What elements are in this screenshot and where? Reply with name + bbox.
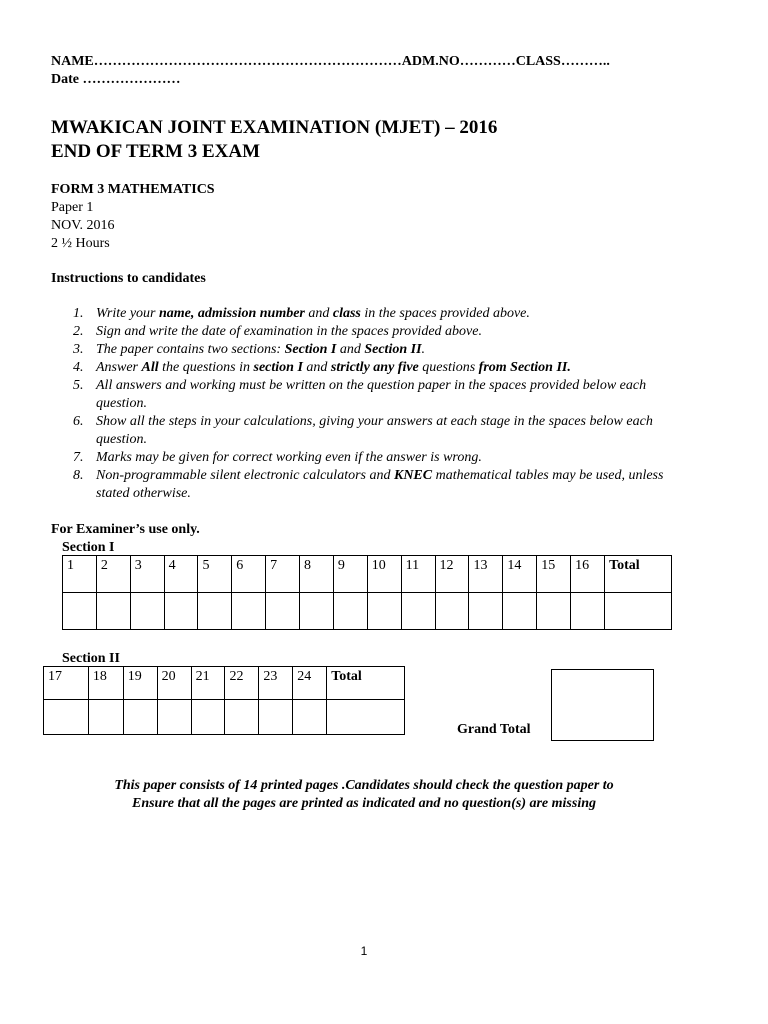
instruction-text: The paper contains two sections: Section I and Section II. [96, 342, 426, 357]
instruction-item [51, 341, 691, 359]
marks-header-cell: 4 [164, 556, 198, 593]
footer-line-1: This paper consists of 14 printed pages .Candidates should check the question paper to [114, 778, 614, 793]
marks-header-cell: 19 [123, 667, 157, 700]
marks-entry-cell [469, 593, 503, 630]
marks-entry-cell [44, 700, 89, 735]
marks-header-cell: 12 [435, 556, 469, 593]
marks-entry-cell [401, 593, 435, 630]
instruction-number: 2. [73, 324, 84, 339]
marks-header-cell: 14 [503, 556, 537, 593]
footer-line-2: Ensure that all the pages are printed as indicated and no question(s) are missing [131, 796, 596, 811]
marks-header-cell: 13 [469, 556, 503, 593]
marks-header-cell: 15 [537, 556, 571, 593]
paper-number: Paper 1 [51, 200, 94, 215]
instruction-text: All answers and working must be written on the question paper in the spaces provided below each question. [96, 378, 647, 411]
marks-entry-cell [157, 700, 191, 735]
instructions-heading: Instructions to candidates [51, 271, 206, 286]
page-number: 1 [360, 944, 368, 958]
marks-entry-cell [266, 593, 300, 630]
marks-entry-cell [435, 593, 469, 630]
instruction-number: 7. [73, 450, 84, 465]
marks-entry-cell [571, 593, 605, 630]
instruction-text: Marks may be given for correct working even if the answer is wrong. [96, 450, 482, 465]
section2-label: Section II [62, 651, 120, 666]
marks-header-cell: 5 [198, 556, 232, 593]
instruction-item [51, 413, 691, 449]
marks-entry-cell [123, 700, 157, 735]
marks-entry-cell [191, 700, 225, 735]
instruction-number: 3. [73, 342, 84, 357]
section1-marks-table [62, 555, 672, 630]
examiner-heading: For Examiner’s use only. [51, 522, 200, 537]
marks-header-cell: 23 [259, 667, 293, 700]
marks-entry-cell [367, 593, 401, 630]
exam-subtitle: END OF TERM 3 EXAM [51, 141, 260, 162]
name-adm-class-line: NAME…………………………………………………………ADM.NO…………CLASS……….. [51, 54, 610, 69]
exam-title: MWAKICAN JOINT EXAMINATION (MJET) – 2016 [51, 117, 498, 138]
marks-header-cell: 21 [191, 667, 225, 700]
marks-header-cell: Total [327, 667, 405, 700]
marks-header-cell: 2 [96, 556, 130, 593]
marks-header-cell: 24 [293, 667, 327, 700]
marks-entry-cell [88, 700, 123, 735]
instruction-number: 4. [73, 360, 84, 375]
instruction-number: 8. [73, 468, 84, 483]
marks-entry-cell [503, 593, 537, 630]
instruction-text: Write your name, admission number and class in the spaces provided above. [96, 306, 530, 321]
marks-entry-cell [259, 700, 293, 735]
marks-entry-cell [300, 593, 334, 630]
marks-entry-cell [130, 593, 164, 630]
instruction-text: Answer All the questions in section I and strictly any five questions from Section II. [96, 360, 571, 375]
marks-entry-cell [333, 593, 367, 630]
instruction-number: 6. [73, 414, 84, 429]
instruction-number: 1. [73, 306, 84, 321]
marks-header-cell: 9 [333, 556, 367, 593]
marks-header-cell: 18 [88, 667, 123, 700]
marks-entry-cell [198, 593, 232, 630]
marks-entry-cell [96, 593, 130, 630]
marks-header-cell: 20 [157, 667, 191, 700]
subject: FORM 3 MATHEMATICS [51, 182, 215, 197]
marks-header-cell: 22 [225, 667, 259, 700]
exam-duration: 2 ½ Hours [51, 236, 110, 251]
marks-entry-cell [164, 593, 198, 630]
marks-entry-cell [537, 593, 571, 630]
marks-entry-cell [232, 593, 266, 630]
grand-total-label: Grand Total [457, 722, 531, 737]
instruction-text: Sign and write the date of examination in the spaces provided above. [96, 324, 482, 339]
instruction-item [51, 377, 691, 413]
marks-header-cell: 16 [571, 556, 605, 593]
instructions-list [51, 305, 691, 503]
grand-total-box [551, 669, 654, 741]
marks-header-cell: 11 [401, 556, 435, 593]
instruction-text: Non-programmable silent electronic calculators and KNEC mathematical tables may be used, unless stated otherwise. [96, 468, 664, 501]
marks-header-cell: 6 [232, 556, 266, 593]
instruction-item [51, 467, 691, 503]
instruction-item [51, 359, 691, 377]
marks-header-cell: 17 [44, 667, 89, 700]
section1-label: Section I [62, 540, 115, 555]
section2-marks-table [43, 666, 405, 735]
instruction-number: 5. [73, 378, 84, 393]
exam-date: NOV. 2016 [51, 218, 115, 233]
instruction-item [51, 449, 691, 467]
marks-entry-cell [293, 700, 327, 735]
marks-header-cell: 10 [367, 556, 401, 593]
instruction-text: Show all the steps in your calculations, giving your answers at each stage in the spaces below each question. [96, 414, 653, 447]
instruction-item [51, 305, 691, 323]
marks-header-cell: 7 [266, 556, 300, 593]
marks-header-cell: 8 [300, 556, 334, 593]
instruction-item [51, 323, 691, 341]
marks-header-cell: Total [605, 556, 672, 593]
marks-header-cell: 1 [63, 556, 97, 593]
marks-entry-cell [225, 700, 259, 735]
marks-entry-cell [327, 700, 405, 735]
marks-header-cell: 3 [130, 556, 164, 593]
marks-entry-cell [605, 593, 672, 630]
marks-entry-cell [63, 593, 97, 630]
date-line: Date ………………… [51, 72, 181, 87]
